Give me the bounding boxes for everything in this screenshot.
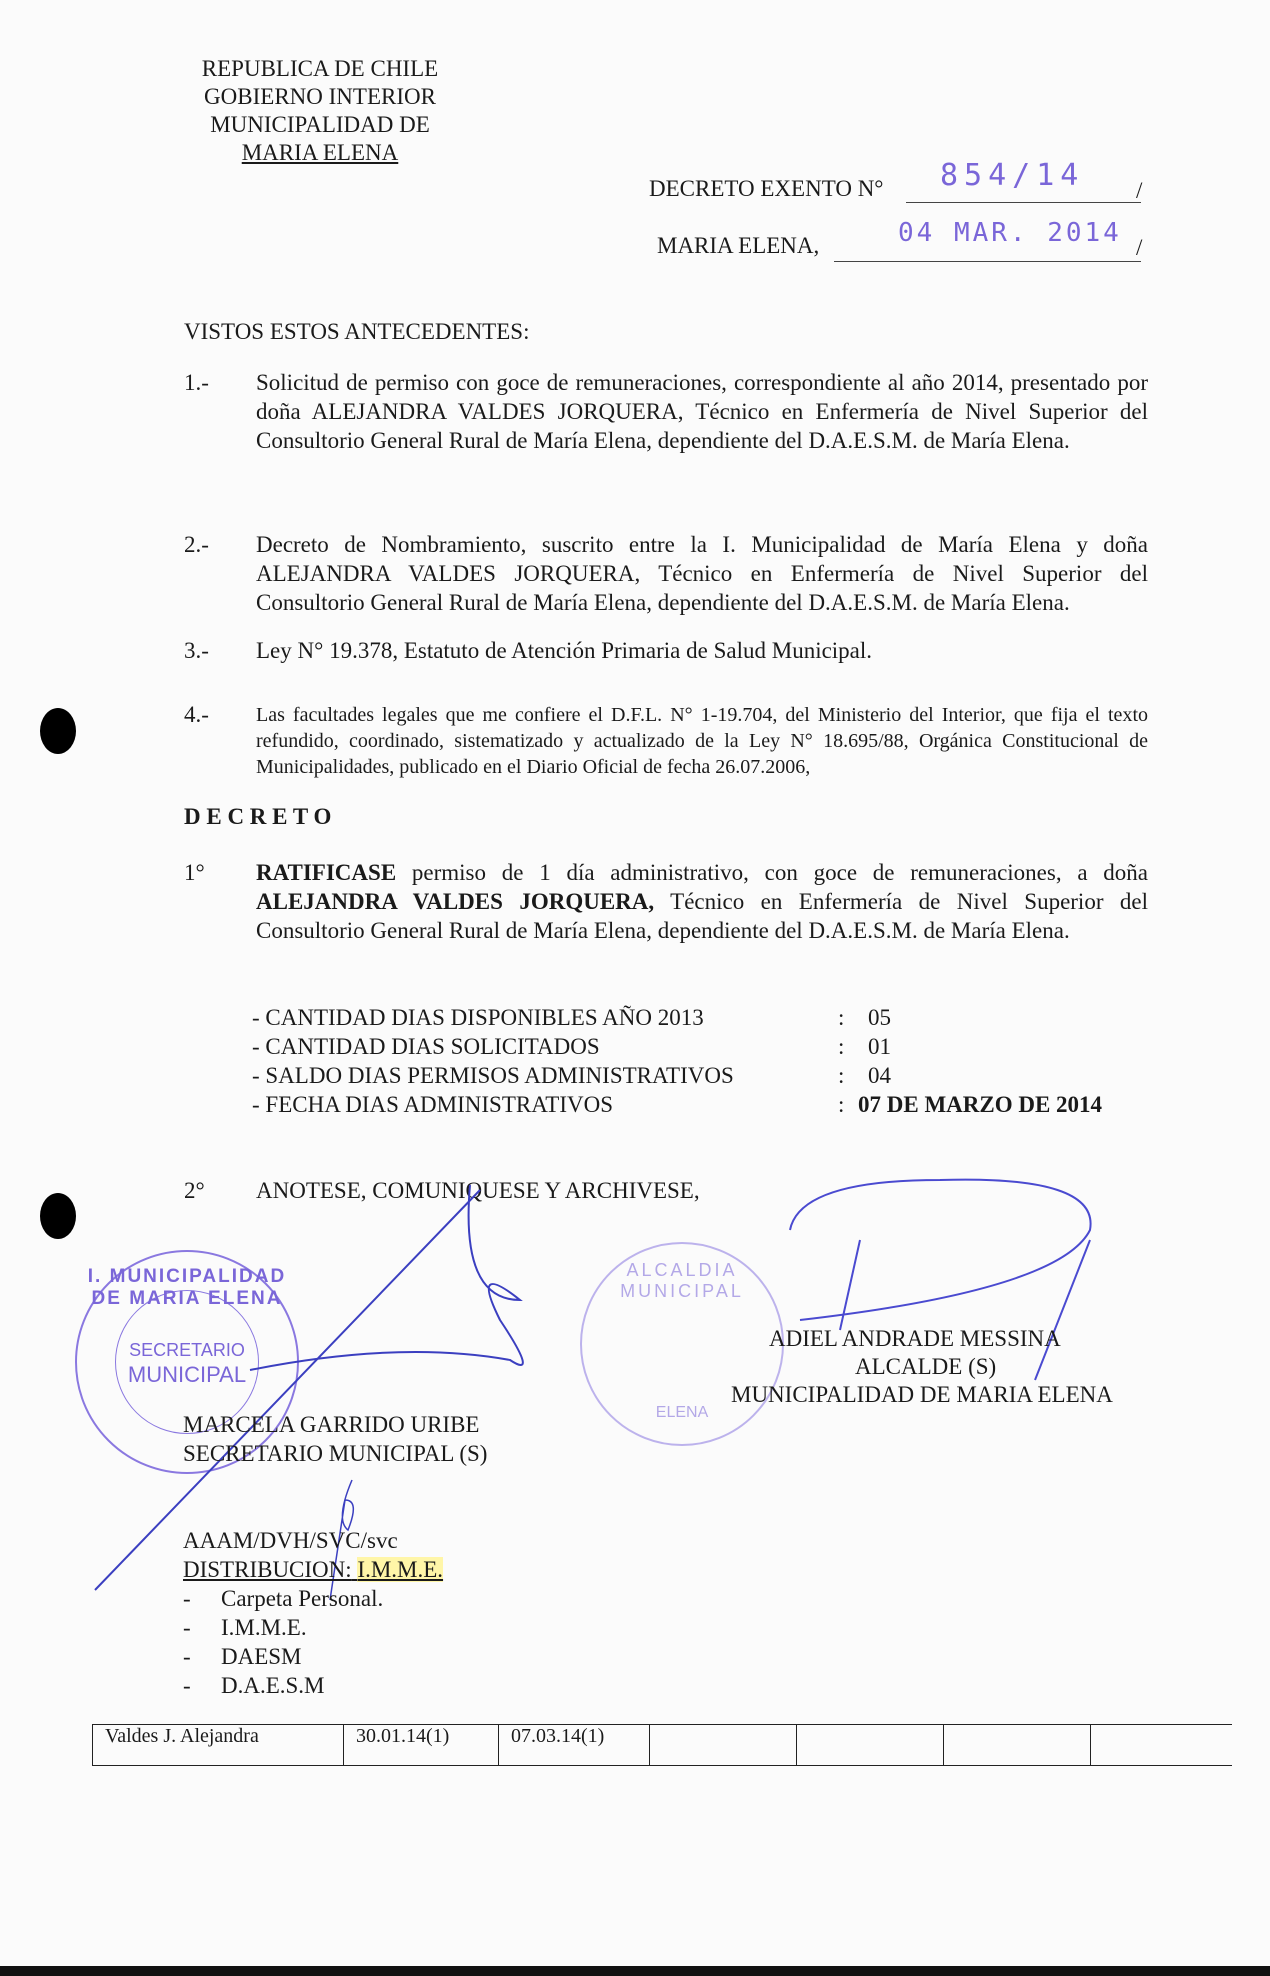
table-cell [1091, 1725, 1233, 1766]
table-cell: 07.03.14(1) [499, 1725, 650, 1766]
detail-value: 07 DE MARZO DE 2014 [858, 1092, 1103, 1117]
dist-item: D.A.E.S.M [221, 1673, 325, 1698]
distribution [183, 1555, 443, 1584]
secretary-role: SECRETARIO MUNICIPAL (S) [183, 1441, 488, 1466]
article-number: 1° [184, 860, 205, 885]
item-number: 1.- [184, 370, 209, 395]
header-line: MARIA ELENA [241, 140, 399, 165]
bold-text: RATIFICASE [256, 860, 397, 885]
punch-hole [40, 708, 76, 754]
dist-item: DAESM [221, 1644, 302, 1669]
vistos-item: Las facultades legales que me confiere el D.F.L. N° 1-19.704, del Ministerio del Interior, que fija el texto refundido, coordinado, sistematizado y actualizado de la Ley N° 18.695/88, Orgánica Constitucional de Municipalidades, publicado en el Diario Oficial de fecha 26.07.2006, [256, 704, 1148, 778]
slash: / [1136, 178, 1143, 203]
slash: / [1136, 235, 1143, 260]
vistos-title: VISTOS ESTOS ANTECEDENTES: [184, 319, 530, 344]
detail-label: - FECHA DIAS ADMINISTRATIVOS [252, 1092, 614, 1117]
item-number: 3.- [184, 638, 209, 663]
header-line: MUNICIPALIDAD DE [210, 112, 430, 137]
vistos-item: Solicitud de permiso con goce de remuneraciones, correspondiente al año 2014, presentado por doña ALEJANDRA VALDES JORQUERA, Técnico en Enfermería de Nivel Superior del Consultorio General Rural de María Elena, dependiente del D.A.E.S.M. de María Elena. [256, 370, 1148, 453]
punch-hole [40, 1193, 76, 1239]
text: Técnico en Enfermería de Nivel Superior del Consultorio General Rural de María Elena, dependiente del D.A.E.S.M. de María Elena. [256, 889, 1149, 943]
details-list: - CANTIDAD DIAS DISPONIBLES AÑO 2013 : 05 - CANTIDAD DIAS SOLICITADOS : 01 - SALDO DIAS PERMISOS ADMINISTRATIVOS : 04 - FECHA DIAS ADMINISTRATIVOS : 07 DE MARZO DE 2014 [252, 1005, 1103, 1117]
table-cell: 30.01.14(1) [344, 1725, 499, 1766]
place-label: MARIA ELENA, [657, 233, 820, 258]
seal-text: ELENA [655, 1404, 709, 1421]
detail-value: 05 [868, 1005, 891, 1030]
vistos-item: Ley N° 19.378, Estatuto de Atención Primaria de Salud Municipal. [256, 638, 873, 663]
record-table [92, 1724, 1232, 1766]
article-2: ANOTESE, COMUNIQUESE Y ARCHIVESE, [256, 1178, 700, 1203]
dist-first: I.M.M.E. [357, 1557, 444, 1582]
dist-label: DISTRIBUCION: [183, 1557, 352, 1582]
table-cell [944, 1725, 1091, 1766]
table-cell: Valdes J. Alejandra [93, 1725, 344, 1766]
secretary-name: MARCELA GARRIDO URIBE [183, 1412, 480, 1437]
header-line: GOBIERNO INTERIOR [204, 84, 436, 109]
detail-label: - CANTIDAD DIAS SOLICITADOS [252, 1034, 600, 1059]
detail-value: 04 [868, 1063, 891, 1088]
mayor-name: ADIEL ANDRADE MESSINA [769, 1326, 1061, 1351]
mayor-org: MUNICIPALIDAD DE MARIA ELENA [731, 1382, 1113, 1407]
item-number: 2.- [184, 532, 209, 557]
detail-label: - SALDO DIAS PERMISOS ADMINISTRATIVOS [252, 1063, 734, 1088]
dist-item: I.M.M.E. [221, 1615, 307, 1640]
dist-item: Carpeta Personal. [221, 1586, 384, 1611]
initials: AAAM/DVH/SVC/svc [183, 1528, 398, 1553]
table-cell [797, 1725, 944, 1766]
text: permiso de 1 día administrativo, con goce de remuneraciones, a doña [396, 860, 1148, 885]
date-stamp: 04 MAR. 2014 [898, 218, 1122, 248]
distribution-list: - Carpeta Personal. - I.M.M.E. - DAESM - D.A.E.S.M [183, 1586, 384, 1698]
vistos-item: Decreto de Nombramiento, suscrito entre la I. Municipalidad de María Elena y doña ALEJANDRA VALDES JORQUERA, Técnico en Enfermería de Nivel Superior del Consultorio General Rural de María Elena, dependiente del D.A.E.S.M. de María Elena. [256, 532, 1148, 615]
detail-value: 01 [868, 1034, 891, 1059]
detail-label: - CANTIDAD DIAS DISPONIBLES AÑO 2013 [252, 1005, 704, 1030]
table-row [93, 1725, 1233, 1766]
header-line: REPUBLICA DE CHILE [201, 56, 439, 81]
decree-number-stamp: 854/14 [940, 158, 1085, 193]
table-cell [650, 1725, 797, 1766]
item-number: 4.- [184, 702, 209, 727]
seal-ring-text: ALCALDIA MUNICIPAL [620, 1260, 744, 1301]
decree-number-label: DECRETO EXENTO N° [649, 176, 884, 201]
mayor-role: ALCALDE (S) [855, 1354, 997, 1379]
seal-ring-text: I. MUNICIPALIDAD DE MARIA ELENA [87, 1266, 287, 1309]
seal-text: SECRETARIO [129, 1340, 245, 1360]
article-number: 2° [184, 1178, 205, 1203]
seal-text: MUNICIPAL [127, 1362, 247, 1387]
decreto-title: D E C R E T O [184, 804, 332, 829]
scan-edge [0, 1966, 1270, 1976]
bold-text: ALEJANDRA VALDES JORQUERA, [256, 889, 655, 914]
